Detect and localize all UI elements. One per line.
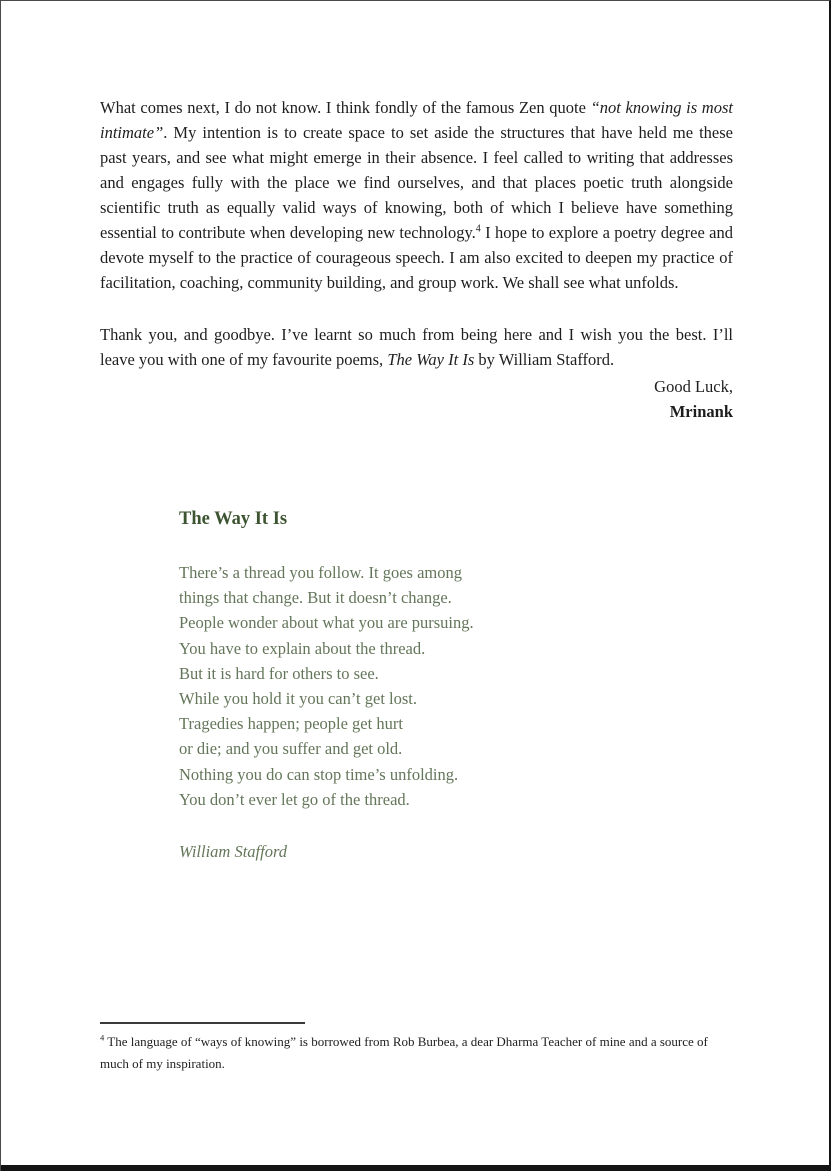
intro-text-after-ref: I hope to explore a poetry degree and devote myself to the practice of courageous speech. I am also excited to deepen my practice of facilitation, coaching, community building, and group work. We shall see what unfolds. — [100, 223, 733, 292]
poem-title: The Way It Is — [179, 509, 288, 529]
farewell-text-after-title: by William Stafford. — [474, 350, 615, 369]
paragraph-intro — [100, 95, 733, 295]
signature-name: Mrinank — [669, 402, 733, 421]
poem-section — [179, 507, 599, 862]
poem-line: things that change. But it doesn’t change. — [179, 588, 452, 608]
footnote-divider — [100, 1022, 305, 1024]
poem-line: or die; and you suffer and get old. — [179, 739, 403, 759]
footnote-section — [100, 1022, 733, 1075]
poem-author: William Stafford — [179, 842, 288, 862]
intro-text-after-quote: . My intention is to create space to set aside the structures that have held me these past years, and see what might emerge in their absence. I feel called to writing that addresses and engages fully with the place we find ourselves, and that places poetic truth alongside scientific truth as equally valid ways of knowing, both of which I believe have something essential to contribute when developing new technology. — [100, 123, 733, 242]
poem-line: People wonder about what you are pursuing. — [179, 613, 474, 633]
intro-text-before-quote: What comes next, I do not know. I think fondly of the famous Zen quote — [100, 98, 591, 117]
poem-line: You have to explain about the thread. — [179, 638, 426, 658]
letter-body — [100, 95, 733, 424]
signature-closing: Good Luck, — [654, 377, 733, 396]
poem-line: You don’t ever let go of the thread. — [179, 789, 410, 809]
poem-line: While you hold it you can’t get lost. — [179, 689, 417, 709]
footnote-body: The language of “ways of knowing” is borrowed from Rob Burbea, a dear Dharma Teacher of mine and a source of much of my inspiration. — [100, 1034, 708, 1071]
poem-line: But it is hard for others to see. — [179, 663, 379, 683]
footnote-text — [100, 1031, 733, 1075]
poem-line: There’s a thread you follow. It goes among — [179, 563, 463, 582]
poem-line: Tragedies happen; people get hurt — [179, 714, 403, 734]
zen-quote: “not knowing is most intimate” — [100, 98, 733, 142]
paragraph-farewell — [100, 322, 733, 372]
footnote-marker: 4 — [100, 1032, 105, 1043]
poem-title-inline: The Way It Is — [387, 350, 475, 369]
poem-line: Nothing you do can stop time’s unfolding. — [179, 764, 459, 784]
footnote-reference: 4 — [475, 223, 481, 235]
farewell-text-before-title: Thank you, and goodbye. I’ve learnt so much from being here and I wish you the best. I’ll leave you with one of my favourite poems, — [100, 325, 733, 369]
signature-block — [100, 374, 733, 424]
page-bottom-edge — [0, 1165, 831, 1171]
